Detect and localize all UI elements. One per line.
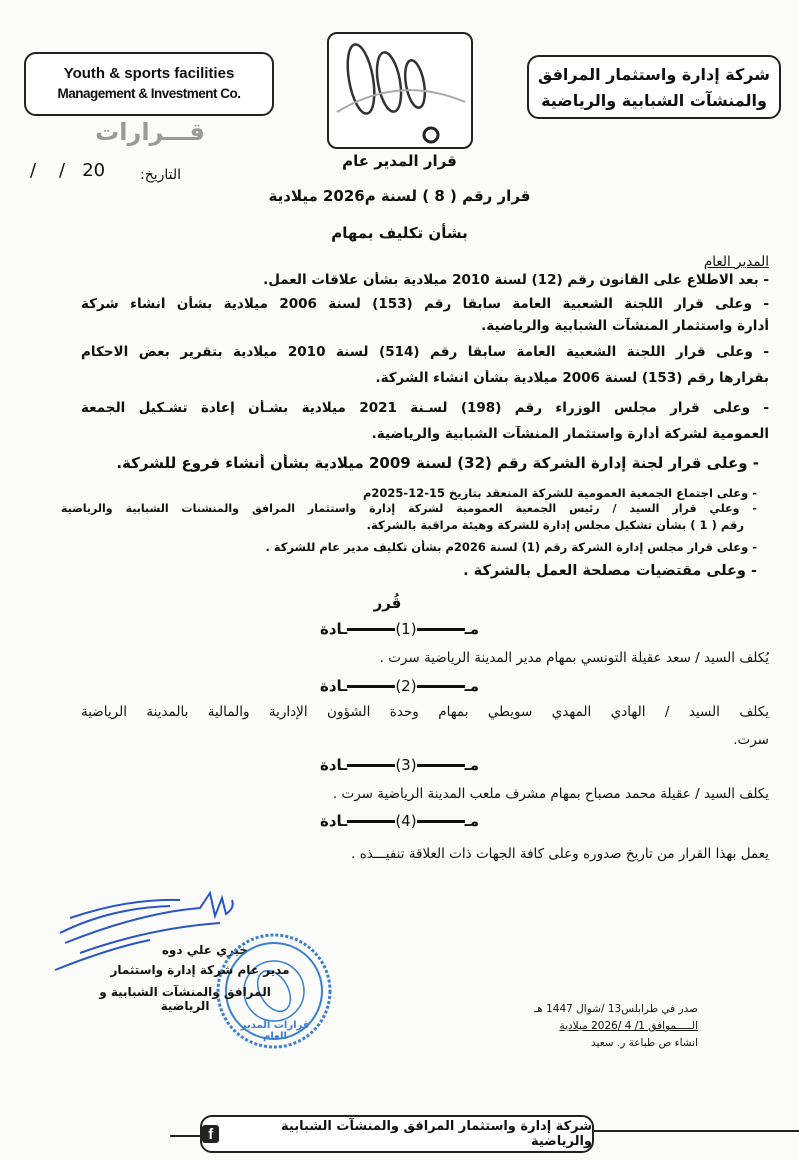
preamble-line: - وعلى قرار مجلس الوزراء رقم (198) لسـنة 2021 ميلادية بشـأن إعادة تشـكيل الجمعة: [81, 400, 769, 416]
company-logo: [327, 32, 473, 149]
article-heading: مـ(2)ـادة: [320, 677, 479, 695]
article-heading: مـ(4)ـادة: [320, 812, 479, 830]
article-text: يكلف السيد / عقيلة محمد مصباح بمهام مشرف ملعب المدينة الرياضية سرت .: [332, 786, 769, 802]
preamble-small-line: - وعلي قرار السيد / رئيس الجمعية العمومية لشركة إدارة واستثمار المرافق والمنشنات الشبابية والرياضية: [61, 502, 757, 515]
issued-print-info: انشاء ص طباعة ر. سعيد: [591, 1037, 698, 1049]
preamble-line: - وعلى قرار لجنة إدارة الشركة رقم (32) لسنة 2009 ميلادية بشأن أنشاء فروع للشركة.: [116, 454, 759, 472]
article-heading: مـ(1)ـادة: [320, 620, 479, 638]
date-label: التاريخ:: [140, 167, 182, 183]
arabic-name-line1: شركة إدارة واستثمار المرافق: [538, 65, 770, 84]
preamble-small-line: رقم ( 1 ) بشأن تشكيل مجلس إدارة للشركة وهيئة مراقبة بالشركة.: [366, 518, 744, 532]
article-text: يُكلف السيد / سعد عقيلة التونسي بمهام مدير المدينة الرياضية سرت .: [379, 650, 769, 666]
logo-rings-icon: [329, 34, 471, 147]
preamble-line: بقرارها رقم (153) لسنة 2006 ميلادية بشأن انشاء الشركة.: [375, 370, 769, 386]
decision-number: قرار رقم ( 8 ) لسنة م2026 ميلادية: [268, 187, 531, 205]
date-value: 20 / /: [30, 160, 106, 181]
signer-title-line2: المرافق والمنشآت الشبابية و الرياضية: [99, 985, 271, 1013]
english-name-box: [24, 52, 274, 116]
footer-box: [200, 1115, 594, 1153]
english-name-line2: Management & Investment Co.: [57, 86, 241, 101]
article-text: يكلف السيد / الهادي المهدي سويطي بمهام وحدة الشؤون الإدارية والمالية بالمدينة الرياضية: [81, 704, 769, 720]
article-text: يعمل بهذا القرار من تاريخ صدوره وعلى كافة الجهات ذات العلاقة تنفيـــذه .: [351, 846, 769, 862]
preamble-line: - وعلى مقتضيات مصلحة العمل بالشركة .: [463, 563, 757, 579]
section-label: قـــرارات: [95, 118, 205, 146]
decision-type: قرار المدير عام: [342, 152, 457, 170]
issued-place-date: صدر في طرابلس13 /شوال 1447 هـ: [534, 1003, 698, 1015]
signature-scribble: [50, 878, 240, 973]
preamble-line: - بعد الاطلاع على القانون رقم (12) لسنة 2010 ميلادية بشأن علاقات العمل.: [263, 272, 769, 288]
arabic-name-box: [527, 55, 781, 119]
issued-gregorian-date: الـــــموافق 1/ 4 /2026 ميلادية: [559, 1020, 698, 1032]
issuer: المدير العام: [703, 254, 769, 270]
decided-heading: قُرر: [373, 594, 402, 612]
arabic-name-line2: والمنشآت الشبابية والرياضية: [541, 91, 767, 110]
preamble-small-line: - وعلى اجتماع الجمعية العمومية للشركة المنعقد بتاريخ 15-12-2025م: [362, 486, 757, 500]
signer-title-line1: مدير عام شركة إدارة واستثمار: [110, 963, 290, 977]
preamble-line: - وعلى قرار اللجنة الشعبية العامة سابقا رقم (514) لسنة 2010 ميلادية بتقرير بعض الاحكام: [81, 344, 769, 360]
english-name-line1: Youth & sports facilities: [63, 65, 235, 82]
decision-subject: بشأن تكليف بمهام: [331, 224, 468, 242]
preamble-line: - وعلى قرار اللجنة الشعبية العامة سابقا رقم (153) لسنة 2006 ميلادية بشأن انشاء شركة: [81, 296, 769, 312]
preamble-line: العمومية لشركة أدارة واستثمار المنشآت الشبابية والرياضية.: [371, 426, 769, 442]
article-heading: مـ(3)ـادة: [320, 756, 479, 774]
signer-name: خيري علي دوه: [161, 943, 249, 957]
preamble-line: أدارة واستثمار المنشآت الشبابية والرياضية.: [481, 318, 769, 334]
article-text: سرت.: [733, 732, 769, 748]
facebook-icon[interactable]: f: [202, 1125, 219, 1143]
footer-text: شركة إدارة واستثمار المرافق والمنشآت الشبابية والرياضية: [281, 1119, 592, 1149]
stamp-text: قرارات المدير العام: [240, 1020, 310, 1042]
preamble-small-line: - وعلى قرار مجلس إدارة الشركة رقم (1) لسنة 2026م بشأن تكليف مدير عام للشركة .: [265, 540, 757, 554]
